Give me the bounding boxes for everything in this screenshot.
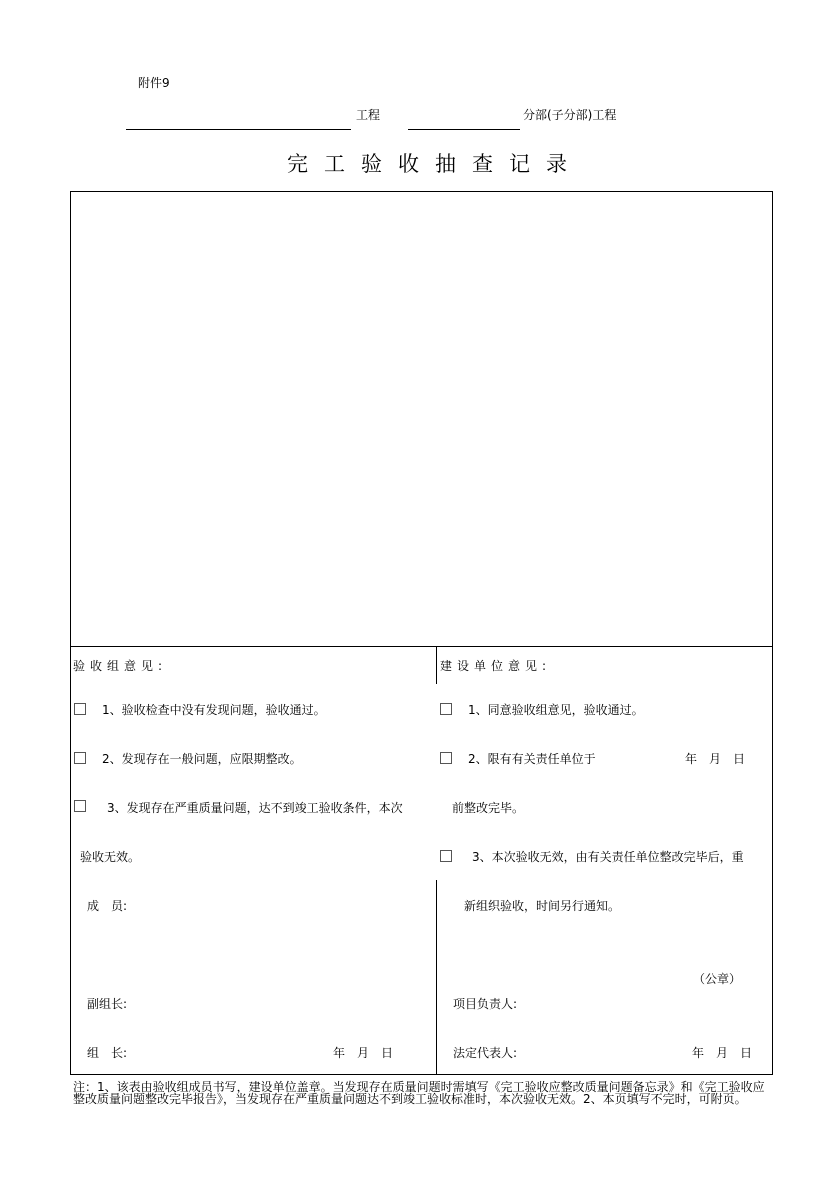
right-option3-label: 3、本次验收无效，由有关责任单位整改完毕后，重 (472, 850, 744, 864)
legal-representative-label: 法定代表人: (453, 1046, 518, 1060)
members-label: 成 员: (87, 899, 128, 913)
right-option3-continuation: 新组织验收，时间另行通知。 (464, 899, 621, 913)
center-divider-1 (436, 646, 437, 684)
left-date: 年 月 日 (333, 1046, 394, 1060)
division-suffix: 分部(子分部)工程 (523, 108, 617, 122)
right-option1-checkbox[interactable] (440, 703, 452, 715)
right-option2-checkbox[interactable] (440, 752, 452, 764)
left-option3-label: 3、发现存在严重质量问题，达不到竣工验收条件，本次 (107, 801, 403, 815)
project-manager-label: 项目负责人: (453, 997, 518, 1011)
project-suffix: 工程 (356, 108, 381, 122)
right-option3-checkbox[interactable] (440, 850, 452, 862)
center-divider-2 (436, 880, 437, 1075)
left-option2-label: 2、发现存在一般问题，应限期整改。 (102, 752, 302, 766)
right-heading: 建设单位意见: (440, 659, 552, 673)
left-option3-continuation: 验收无效。 (80, 850, 141, 864)
left-option1-checkbox[interactable] (74, 703, 86, 715)
left-option2-checkbox[interactable] (74, 752, 86, 764)
right-option2-date: 年 月 日 (685, 752, 746, 766)
right-option1-label: 1、同意验收组意见，验收通过。 (468, 703, 644, 717)
attachment-label: 附件9 (138, 76, 170, 90)
footer-note: 注：1、该表由验收组成员书写，建设单位盖章。当发现存在质量问题时需填写《完工验收应整改质量问题备忘录》和《完工验收应整改质量问题整改完毕报告》，当发现存在严重质量问题达不到竣工验收标准时，本次验收无效。2、本页填写不完时，可附页。 (73, 1080, 765, 1106)
leader-label: 组 长: (87, 1046, 128, 1060)
seal-label: （公章） (693, 972, 742, 986)
right-option2-continuation: 前整改完毕。 (452, 801, 525, 815)
project-name-blank (126, 129, 351, 130)
left-option3-checkbox[interactable] (74, 800, 86, 812)
left-option1-label: 1、验收检查中没有发现问题，验收通过。 (102, 703, 326, 717)
section-divider (70, 646, 773, 647)
left-heading: 验收组意见: (73, 659, 168, 673)
deputy-leader-label: 副组长: (87, 997, 128, 1011)
right-date: 年 月 日 (692, 1046, 753, 1060)
division-name-blank (408, 129, 520, 130)
record-box (70, 191, 773, 1075)
page-title: 完工验收抽查记录 (287, 152, 583, 176)
right-option2-label: 2、限有有关责任单位于 (468, 752, 596, 766)
